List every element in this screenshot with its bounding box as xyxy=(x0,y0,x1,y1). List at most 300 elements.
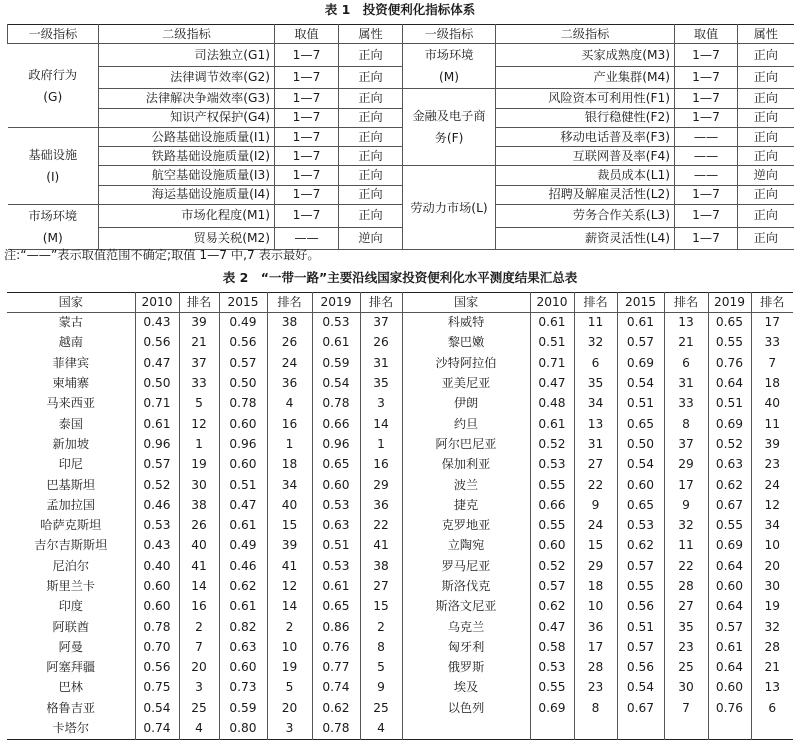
table1-row xyxy=(8,166,794,185)
score-cell: 0.53 xyxy=(312,556,360,576)
country-cell: 吉尔吉斯斯坦 xyxy=(34,538,108,553)
rank-cell: 31 xyxy=(360,353,402,373)
rank-cell: 29 xyxy=(574,556,617,576)
score-cell: 0.60 xyxy=(708,576,751,596)
indicator-direction: 正向 xyxy=(339,44,403,67)
score-cell: 0.66 xyxy=(312,414,360,434)
score-cell: 0.40 xyxy=(135,556,179,576)
country-cell: 蒙古 xyxy=(58,315,83,330)
score-cell: 0.55 xyxy=(617,576,664,596)
score-cell: 0.78 xyxy=(135,617,179,637)
rank-cell: 41 xyxy=(267,556,312,576)
country-cell: 马来西亚 xyxy=(46,396,96,411)
score-cell: 0.65 xyxy=(708,312,751,333)
t1-header-cell: 取值 xyxy=(275,25,339,44)
score-cell: 0.43 xyxy=(135,312,179,333)
t2-header-cell: 2019 xyxy=(312,293,360,313)
indicator-direction: 正向 xyxy=(738,127,794,146)
score-cell: 0.53 xyxy=(530,658,574,678)
score-cell: 0.51 xyxy=(312,536,360,556)
rank-cell: 15 xyxy=(574,536,617,556)
value-range: 1—7 xyxy=(675,205,738,228)
score-cell: 0.61 xyxy=(312,333,360,353)
t2-header-cell: 2019 xyxy=(708,293,751,313)
score-cell: 0.74 xyxy=(312,678,360,698)
rank-cell: 34 xyxy=(267,475,312,495)
t1-header-cell: 一级指标 xyxy=(8,25,99,44)
score-cell: 0.53 xyxy=(312,495,360,515)
rank-cell: 22 xyxy=(664,556,708,576)
value-range: 1—7 xyxy=(675,185,738,204)
sub-indicator-name: 薪资灵活性(L4) xyxy=(496,227,675,250)
score-cell: 0.57 xyxy=(135,455,179,475)
table2-body xyxy=(7,312,793,739)
score-cell: 0.60 xyxy=(708,678,751,698)
table-row xyxy=(7,698,793,718)
rank-cell: 30 xyxy=(664,678,708,698)
score-cell: 0.54 xyxy=(617,455,664,475)
score-cell: 0.57 xyxy=(530,576,574,596)
score-cell: 0.78 xyxy=(312,718,360,739)
rank-cell: 11 xyxy=(751,414,793,434)
t2-header-cell: 排名 xyxy=(574,293,617,313)
value-range: —— xyxy=(675,166,738,185)
rank-cell: 27 xyxy=(664,597,708,617)
indicator-group-name xyxy=(8,127,99,204)
value-range: 1—7 xyxy=(275,66,339,89)
rank-cell: 6 xyxy=(664,353,708,373)
indicator-direction: 正向 xyxy=(738,205,794,228)
sub-indicator-name: 知识产权保护(G4) xyxy=(99,108,275,127)
country-cell: 罗马尼亚 xyxy=(402,556,530,576)
country-cell: 俄罗斯 xyxy=(402,658,530,678)
sub-indicator-name: 移动电话普及率(F3) xyxy=(496,127,675,146)
table1-row xyxy=(8,205,794,228)
rank-cell: 32 xyxy=(574,333,617,353)
table-row xyxy=(7,312,793,333)
table1-note: 注:“——”表示取值范围不确定;取值 1—7 中,7 表示最好。 xyxy=(4,248,320,262)
score-cell: 0.56 xyxy=(617,658,664,678)
sub-indicator-name: 海运基础设施质量(I4) xyxy=(99,185,275,204)
score-cell xyxy=(530,718,574,739)
score-cell: 0.96 xyxy=(135,434,179,454)
country-cell: 约旦 xyxy=(402,414,530,434)
indicator-group-name-line: (G) xyxy=(43,89,63,104)
score-cell: 0.62 xyxy=(312,698,360,718)
rank-cell: 15 xyxy=(360,597,402,617)
rank-cell: 17 xyxy=(664,475,708,495)
rank-cell: 29 xyxy=(360,475,402,495)
country-cell: 阿塞拜疆 xyxy=(46,660,96,675)
rank-cell: 10 xyxy=(267,637,312,657)
indicator-direction: 正向 xyxy=(339,185,403,204)
indicator-direction: 正向 xyxy=(339,166,403,185)
score-cell: 0.54 xyxy=(617,373,664,393)
rank-cell: 14 xyxy=(267,597,312,617)
score-cell: 0.50 xyxy=(617,434,664,454)
table2-header-row xyxy=(7,293,793,313)
rank-cell: 39 xyxy=(751,434,793,454)
country-cell: 科威特 xyxy=(402,312,530,333)
sub-indicator-name: 招聘及解雇灵活性(L2) xyxy=(496,185,675,204)
table1-row xyxy=(8,147,794,166)
rank-cell: 19 xyxy=(751,597,793,617)
score-cell: 0.46 xyxy=(135,495,179,515)
score-cell: 0.63 xyxy=(312,515,360,535)
score-cell: 0.61 xyxy=(617,312,664,333)
score-cell: 0.59 xyxy=(219,698,267,718)
rank-cell: 36 xyxy=(267,373,312,393)
t2-header-cell: 2010 xyxy=(530,293,574,313)
rank-cell: 20 xyxy=(179,658,219,678)
rank-cell: 29 xyxy=(664,455,708,475)
score-cell: 0.55 xyxy=(530,515,574,535)
indicator-direction: 正向 xyxy=(738,66,794,89)
country-cell: 保加利亚 xyxy=(402,455,530,475)
score-cell: 0.70 xyxy=(135,637,179,657)
score-cell: 0.65 xyxy=(617,495,664,515)
indicator-group-name-line: 基础设施 xyxy=(28,147,78,162)
rank-cell: 1 xyxy=(360,434,402,454)
rank-cell: 25 xyxy=(360,698,402,718)
score-cell: 0.47 xyxy=(219,495,267,515)
score-cell: 0.60 xyxy=(312,475,360,495)
indicator-group-name xyxy=(403,166,496,250)
indicator-group-name xyxy=(403,89,496,166)
rank-cell: 13 xyxy=(664,312,708,333)
sub-indicator-name: 铁路基础设施质量(I2) xyxy=(99,147,275,166)
rank-cell: 25 xyxy=(664,658,708,678)
t2-header-cell: 排名 xyxy=(751,293,793,313)
score-cell: 0.43 xyxy=(135,536,179,556)
score-cell: 0.59 xyxy=(312,353,360,373)
score-cell: 0.64 xyxy=(708,373,751,393)
rank-cell: 23 xyxy=(751,455,793,475)
score-cell: 0.53 xyxy=(135,515,179,535)
rank-cell: 11 xyxy=(574,312,617,333)
score-cell: 0.60 xyxy=(135,597,179,617)
rank-cell: 26 xyxy=(179,515,219,535)
rank-cell: 24 xyxy=(751,475,793,495)
indicator-group-name-line: 务(F) xyxy=(434,131,464,146)
indicator-group-name-line: 金融及电子商 xyxy=(412,109,486,124)
score-cell: 0.49 xyxy=(219,536,267,556)
country-cell: 泰国 xyxy=(58,416,83,431)
indicator-direction: 正向 xyxy=(738,108,794,127)
t1-header-cell: 取值 xyxy=(675,25,738,44)
indicator-direction: 正向 xyxy=(738,89,794,108)
score-cell: 0.62 xyxy=(617,536,664,556)
score-cell: 0.54 xyxy=(312,373,360,393)
rank-cell: 5 xyxy=(179,394,219,414)
rank-cell: 18 xyxy=(574,576,617,596)
rank-cell: 27 xyxy=(360,576,402,596)
rank-cell: 8 xyxy=(574,698,617,718)
rank-cell: 17 xyxy=(751,312,793,333)
rank-cell: 19 xyxy=(179,455,219,475)
country-cell: 卡塔尔 xyxy=(52,721,90,736)
country-cell: 斯洛伐克 xyxy=(402,576,530,596)
score-cell: 0.65 xyxy=(312,597,360,617)
score-cell: 0.57 xyxy=(617,556,664,576)
rank-cell: 3 xyxy=(360,394,402,414)
rank-cell: 33 xyxy=(664,394,708,414)
score-cell: 0.73 xyxy=(219,678,267,698)
country-cell: 哈萨克斯坦 xyxy=(40,518,102,533)
score-cell: 0.67 xyxy=(708,495,751,515)
score-cell xyxy=(617,718,664,739)
score-cell: 0.51 xyxy=(219,475,267,495)
score-cell: 0.80 xyxy=(219,718,267,739)
score-cell: 0.61 xyxy=(530,414,574,434)
score-cell: 0.56 xyxy=(617,597,664,617)
rank-cell: 2 xyxy=(179,617,219,637)
rank-cell: 7 xyxy=(664,698,708,718)
rank-cell: 8 xyxy=(664,414,708,434)
score-cell: 0.60 xyxy=(219,414,267,434)
rank-cell: 4 xyxy=(179,718,219,739)
score-cell: 0.64 xyxy=(708,556,751,576)
score-cell: 0.69 xyxy=(530,698,574,718)
country-cell: 克罗地亚 xyxy=(402,515,530,535)
rank-cell: 11 xyxy=(664,536,708,556)
score-cell: 0.67 xyxy=(617,698,664,718)
indicator-direction: 正向 xyxy=(339,205,403,228)
rank-cell: 3 xyxy=(267,718,312,739)
rank-cell: 39 xyxy=(267,536,312,556)
score-cell: 0.57 xyxy=(617,333,664,353)
rank-cell: 34 xyxy=(751,515,793,535)
sub-indicator-name: 贸易关税(M2) xyxy=(99,227,275,250)
score-cell: 0.54 xyxy=(135,698,179,718)
rank-cell: 9 xyxy=(574,495,617,515)
value-range: 1—7 xyxy=(675,108,738,127)
score-cell: 0.75 xyxy=(135,678,179,698)
rank-cell: 16 xyxy=(267,414,312,434)
t1-header-cell: 属性 xyxy=(738,25,794,44)
rank-cell: 40 xyxy=(751,394,793,414)
country-cell: 越南 xyxy=(58,335,83,350)
country-cell: 匈牙利 xyxy=(402,637,530,657)
rank-cell: 31 xyxy=(664,373,708,393)
rank-cell: 39 xyxy=(179,312,219,333)
score-cell: 0.62 xyxy=(708,475,751,495)
table-row xyxy=(7,576,793,596)
rank-cell: 31 xyxy=(574,434,617,454)
rank-cell: 15 xyxy=(267,515,312,535)
rank-cell: 21 xyxy=(751,658,793,678)
table-row xyxy=(7,475,793,495)
rank-cell: 37 xyxy=(360,312,402,333)
indicator-group-name-line: (M) xyxy=(438,70,460,85)
rank-cell: 18 xyxy=(751,373,793,393)
table-row xyxy=(7,455,793,475)
value-range: —— xyxy=(275,227,339,250)
country-cell: 印度 xyxy=(58,599,83,614)
score-cell: 0.71 xyxy=(135,394,179,414)
rank-cell: 36 xyxy=(574,617,617,637)
score-cell: 0.50 xyxy=(135,373,179,393)
rank-cell: 32 xyxy=(664,515,708,535)
rank-cell: 19 xyxy=(267,658,312,678)
value-range: 1—7 xyxy=(275,166,339,185)
value-range: 1—7 xyxy=(275,89,339,108)
score-cell: 0.60 xyxy=(530,536,574,556)
score-cell: 0.47 xyxy=(135,353,179,373)
score-cell: 0.55 xyxy=(708,515,751,535)
rank-cell: 1 xyxy=(179,434,219,454)
rank-cell: 21 xyxy=(179,333,219,353)
rank-cell: 9 xyxy=(664,495,708,515)
rank-cell: 37 xyxy=(664,434,708,454)
rank-cell: 27 xyxy=(574,455,617,475)
value-range: —— xyxy=(675,127,738,146)
score-cell: 0.61 xyxy=(530,312,574,333)
indicator-direction: 正向 xyxy=(339,147,403,166)
indicator-direction: 正向 xyxy=(738,185,794,204)
value-range: 1—7 xyxy=(275,185,339,204)
table1-row xyxy=(8,127,794,146)
country-cell: 格鲁吉亚 xyxy=(46,700,96,715)
score-cell: 0.78 xyxy=(219,394,267,414)
t1-header-cell: 二级指标 xyxy=(99,25,275,44)
rank-cell: 4 xyxy=(267,394,312,414)
table-row xyxy=(7,495,793,515)
sub-indicator-name: 互联网普及率(F4) xyxy=(496,147,675,166)
score-cell: 0.66 xyxy=(530,495,574,515)
rank-cell: 13 xyxy=(751,678,793,698)
rank-cell: 3 xyxy=(179,678,219,698)
indicator-direction: 正向 xyxy=(738,227,794,250)
value-range: 1—7 xyxy=(675,89,738,108)
rank-cell: 36 xyxy=(360,495,402,515)
rank-cell: 13 xyxy=(574,414,617,434)
t1-header-cell: 一级指标 xyxy=(403,25,496,44)
country-cell: 菲律宾 xyxy=(52,355,90,370)
rank-cell: 22 xyxy=(360,515,402,535)
table-row xyxy=(7,718,793,739)
rank-cell: 7 xyxy=(179,637,219,657)
table-row xyxy=(7,597,793,617)
score-cell: 0.56 xyxy=(135,658,179,678)
score-cell: 0.76 xyxy=(708,698,751,718)
score-cell: 0.52 xyxy=(530,556,574,576)
score-cell: 0.54 xyxy=(617,678,664,698)
score-cell: 0.47 xyxy=(530,617,574,637)
sub-indicator-name: 裁员成本(L1) xyxy=(496,166,675,185)
rank-cell: 5 xyxy=(267,678,312,698)
t2-header-cell: 2015 xyxy=(219,293,267,313)
score-cell: 0.65 xyxy=(312,455,360,475)
country-cell xyxy=(402,718,530,739)
table1-header-row xyxy=(8,25,794,44)
indicator-direction: 正向 xyxy=(339,66,403,89)
rank-cell: 17 xyxy=(574,637,617,657)
indicator-direction: 正向 xyxy=(738,147,794,166)
rank-cell: 20 xyxy=(751,556,793,576)
rank-cell: 16 xyxy=(360,455,402,475)
sub-indicator-name: 银行稳健性(F2) xyxy=(496,108,675,127)
indicator-group-name xyxy=(403,44,496,89)
country-cell: 柬埔寨 xyxy=(52,376,90,391)
sub-indicator-name: 法律解决争端效率(G3) xyxy=(99,89,275,108)
rank-cell: 23 xyxy=(664,637,708,657)
score-cell: 0.55 xyxy=(530,475,574,495)
country-cell: 斯里兰卡 xyxy=(46,579,96,593)
score-cell: 0.96 xyxy=(312,434,360,454)
score-cell: 0.61 xyxy=(219,515,267,535)
rank-cell: 23 xyxy=(574,678,617,698)
facilitation-score-table xyxy=(7,292,793,740)
table1-body xyxy=(8,44,794,250)
t2-header-cell: 2015 xyxy=(617,293,664,313)
score-cell: 0.78 xyxy=(312,394,360,414)
score-cell: 0.74 xyxy=(135,718,179,739)
score-cell: 0.76 xyxy=(312,637,360,657)
indicator-group-name-line: 市场环境 xyxy=(424,48,474,63)
rank-cell: 28 xyxy=(664,576,708,596)
rank-cell: 8 xyxy=(360,637,402,657)
value-range: 1—7 xyxy=(275,147,339,166)
table-row xyxy=(7,373,793,393)
rank-cell: 12 xyxy=(751,495,793,515)
sub-indicator-name: 市场化程度(M1) xyxy=(99,205,275,228)
rank-cell: 38 xyxy=(267,312,312,333)
indicator-group-name xyxy=(8,44,99,128)
sub-indicator-name: 产业集群(M4) xyxy=(496,66,675,89)
score-cell: 0.52 xyxy=(708,434,751,454)
t2-header-cell: 排名 xyxy=(267,293,312,313)
table-row xyxy=(7,536,793,556)
rank-cell: 2 xyxy=(360,617,402,637)
t2-header-cell: 2010 xyxy=(135,293,179,313)
rank-cell: 26 xyxy=(267,333,312,353)
rank-cell: 38 xyxy=(360,556,402,576)
score-cell: 0.53 xyxy=(530,455,574,475)
table1-row xyxy=(8,44,794,67)
score-cell: 0.56 xyxy=(219,333,267,353)
country-cell: 巴基斯坦 xyxy=(46,477,96,492)
t1-header-cell: 二级指标 xyxy=(496,25,675,44)
table-row xyxy=(7,556,793,576)
table1-row xyxy=(8,108,794,127)
rank-cell: 35 xyxy=(574,373,617,393)
sub-indicator-name: 航空基础设施质量(I3) xyxy=(99,166,275,185)
rank-cell: 21 xyxy=(664,333,708,353)
country-cell: 以色列 xyxy=(402,698,530,718)
score-cell: 0.60 xyxy=(135,576,179,596)
score-cell: 0.53 xyxy=(617,515,664,535)
rank-cell: 4 xyxy=(360,718,402,739)
indicator-group-name xyxy=(8,205,99,250)
rank-cell xyxy=(664,718,708,739)
country-cell: 阿尔巴尼亚 xyxy=(402,434,530,454)
score-cell: 0.61 xyxy=(135,414,179,434)
country-cell: 印尼 xyxy=(58,457,83,472)
rank-cell: 41 xyxy=(360,536,402,556)
value-range: 1—7 xyxy=(675,66,738,89)
score-cell: 0.48 xyxy=(530,394,574,414)
score-cell: 0.62 xyxy=(219,576,267,596)
score-cell: 0.63 xyxy=(708,455,751,475)
sub-indicator-name: 劳务合作关系(L3) xyxy=(496,205,675,228)
table-row xyxy=(7,414,793,434)
table1-row xyxy=(8,66,794,89)
score-cell: 0.82 xyxy=(219,617,267,637)
country-cell: 乌克兰 xyxy=(402,617,530,637)
rank-cell: 12 xyxy=(267,576,312,596)
rank-cell: 20 xyxy=(267,698,312,718)
